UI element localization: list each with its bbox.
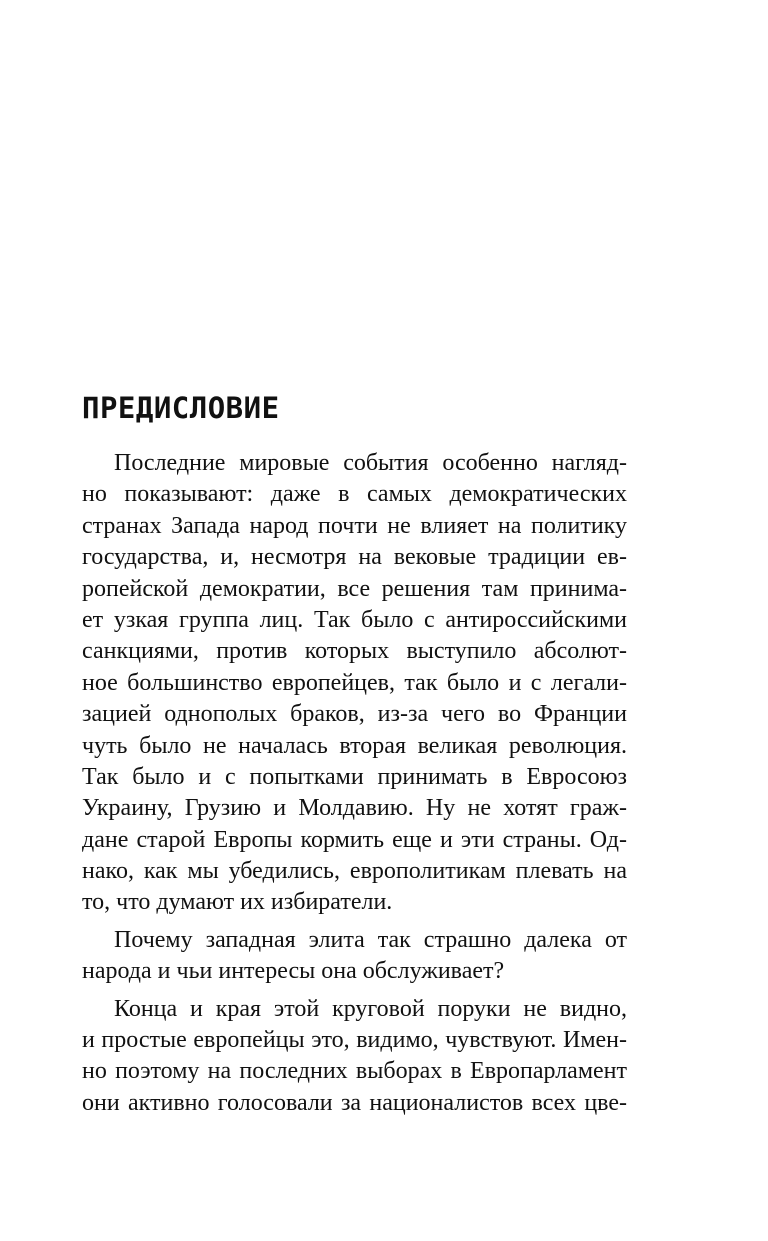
text-line: но поэтому на последних выборах в Европарламент — [82, 1058, 627, 1085]
text-line: ет узкая группа лиц. Так было с антироссийскими — [82, 606, 627, 633]
text-line: дане старой Европы кормить еще и эти страны. Од- — [82, 826, 627, 853]
chapter-heading: ПРЕДИСЛОВИЕ — [82, 391, 280, 425]
text-line: Конца и края этой круговой поруки не видно, — [114, 995, 627, 1022]
paragraph-3 — [82, 994, 627, 1120]
text-line: Украину, Грузию и Молдавию. Ну не хотят граж- — [82, 795, 627, 822]
text-line: ропейской демократии, все решения там принима- — [82, 575, 627, 602]
text-line: они активно голосовали за националистов всех цве- — [82, 1089, 627, 1116]
text-line: нако, как мы убедились, европолитикам плевать на — [82, 858, 627, 885]
text-line: но показывают: даже в самых демократических — [82, 481, 627, 508]
text-line: Почему западная элита так страшно далека от — [114, 926, 627, 953]
text-line: и простые европейцы это, видимо, чувствуют. Имен- — [82, 1027, 627, 1054]
text-line: то, что думают их избиратели. — [82, 889, 393, 916]
preface-body — [82, 448, 627, 1119]
text-line: чуть было не началась вторая великая революция. — [82, 732, 627, 759]
text-line: ное большинство европейцев, так было и с легали- — [82, 669, 627, 696]
text-line: государства, и, несмотря на вековые традиции ев- — [82, 544, 627, 571]
text-line: странах Запада народ почти не влияет на политику — [82, 512, 627, 539]
text-line: Так было и с попытками принимать в Евросоюз — [82, 763, 627, 790]
paragraph-2 — [82, 925, 627, 988]
text-line: Последние мировые события особенно нагляд- — [114, 450, 627, 476]
text-line: народа и чьи интересы она обслуживает? — [82, 958, 505, 985]
text-line: зацией однополых браков, из-за чего во Франции — [82, 701, 627, 728]
text-line: санкциями, против которых выступило абсолют- — [82, 638, 627, 665]
paragraph-1 — [82, 448, 627, 919]
